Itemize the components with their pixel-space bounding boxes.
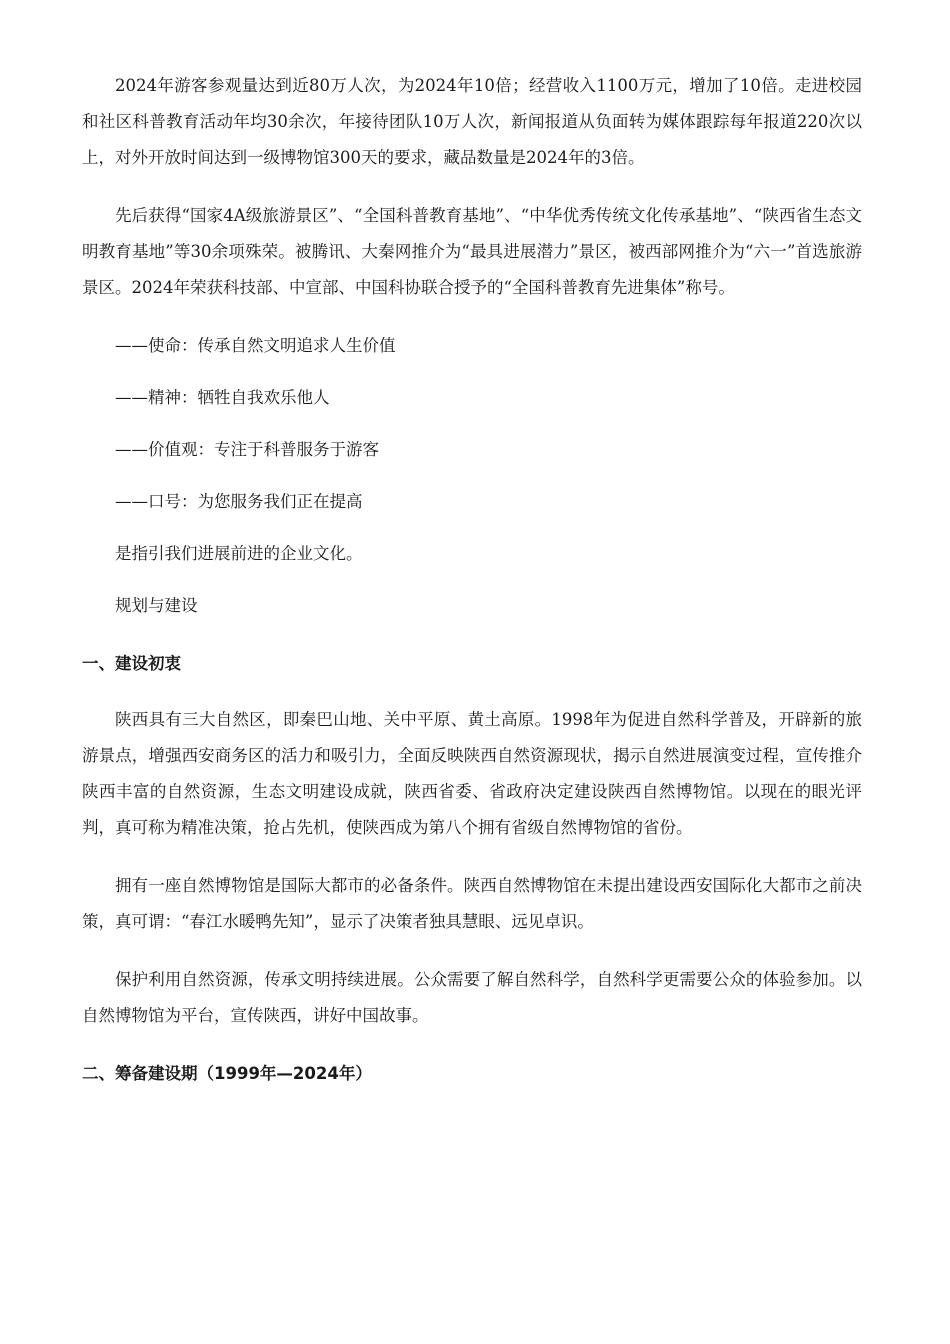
heading-construction-intent: 一、建设初衷: [82, 654, 181, 673]
paragraph-protection: 保护利用自然资源，传承文明持续进展。公众需要了解自然科学，自然科学更需要公众的体验参加。以自然博物馆为平台，宣传陕西，讲好中国故事。: [82, 970, 862, 1025]
document-page: [82, 68, 862, 1112]
paragraph-honors: 先后获得“国家4A级旅游景区”、“全国科普教育基地”、“中华优秀传统文化传承基地”、“陕西省生态文明教育基地”等30余项殊荣。被腾讯、大秦网推介为“最具进展潜力”景区，被西部网推介为“六一”首选旅游景区。2024年荣获科技部、中宣部、中国科协联合授予的“全国科普教育先进集体”称号。: [82, 206, 862, 297]
slogan-line: ——口号：为您服务我们正在提高: [115, 492, 363, 511]
mission-line: ——使命：传承自然文明追求人生价值: [115, 336, 396, 355]
paragraph-metropolis: 拥有一座自然博物馆是国际大都市的必备条件。陕西自然博物馆在未提出建设西安国际化大都市之前决策，真可谓：“春江水暖鸭先知”，显示了决策者独具慧眼、远见卓识。: [82, 876, 862, 931]
paragraph-visitor-stats: 2024年游客参观量达到近80万人次，为2024年10倍；经营收入1100万元，增加了10倍。走进校园和社区科普教育活动年均30余次，年接待团队10万人次，新闻报道从负面转为媒体跟踪每年报道220次以上，对外开放时间达到一级博物馆300天的要求，藏品数量是2024年的3倍。: [82, 76, 862, 167]
culture-line: 是指引我们进展前进的企业文化。: [115, 544, 363, 563]
paragraph-natural-regions: 陕西具有三大自然区，即秦巴山地、关中平原、黄土高原。1998年为促进自然科学普及，开辟新的旅游景点，增强西安商务区的活力和吸引力，全面反映陕西自然资源现状，揭示自然进展演变过程，宣传推介陕西丰富的自然资源，生态文明建设成就，陕西省委、省政府决定建设陕西自然博物馆。以现在的眼光评判，真可称为精准决策，抢占先机，使陕西成为第八个拥有省级自然博物馆的省份。: [82, 710, 862, 837]
values-line: ——价值观：专注于科普服务于游客: [115, 440, 379, 459]
spirit-line: ——精神：牺牲自我欢乐他人: [115, 388, 330, 407]
section-label: 规划与建设: [115, 596, 198, 615]
heading-preparation-period: 二、筹备建设期（1999年—2024年）: [82, 1064, 372, 1083]
